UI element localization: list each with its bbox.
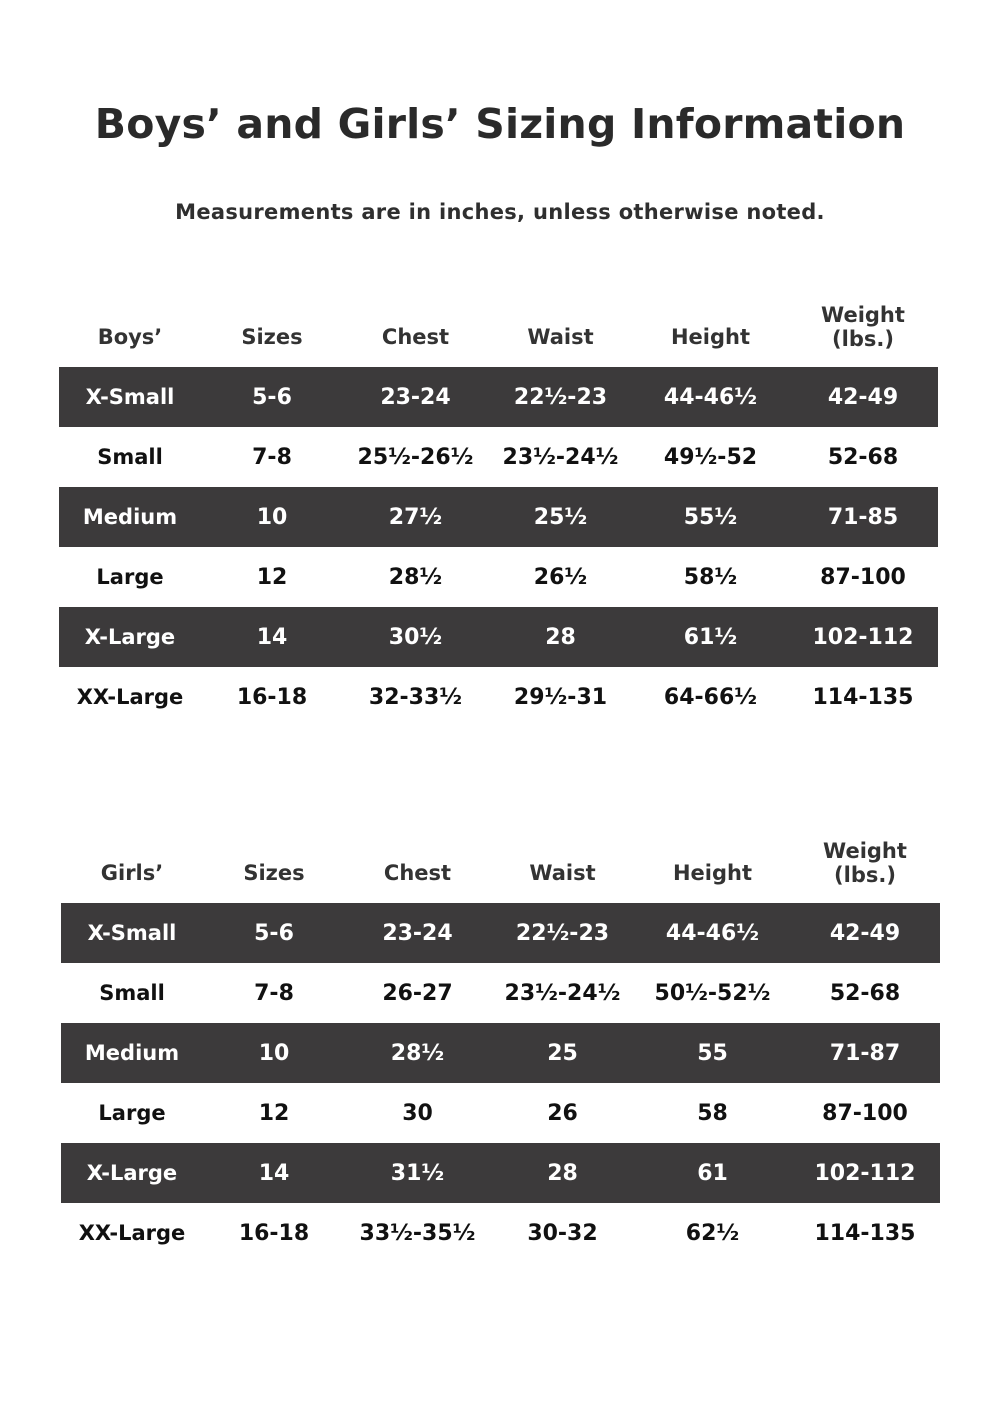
height-value: 49½-52: [663, 444, 758, 470]
table-row: [61, 1083, 940, 1143]
height-value: 58½: [683, 564, 738, 590]
weight-value: 87-100: [820, 564, 906, 590]
size-label: Large: [96, 565, 164, 589]
size-label: X-Large: [84, 625, 176, 649]
table-row: [59, 367, 938, 427]
height-value: 62½: [685, 1220, 740, 1246]
size-label: X-Small: [87, 921, 177, 945]
height-value: 58: [697, 1100, 728, 1126]
chest-value: 31½: [390, 1160, 445, 1186]
size-label: Medium: [84, 1041, 180, 1065]
size-range: 12: [256, 564, 288, 590]
header-waist: Waist: [527, 325, 594, 349]
height-value: 55½: [683, 504, 738, 530]
size-range: 10: [256, 504, 288, 530]
boys-table-header: [59, 294, 938, 367]
table-row: [61, 963, 940, 1023]
weight-value: 42-49: [829, 920, 901, 946]
chest-value: 33½-35½: [359, 1220, 476, 1246]
header-category: Girls’: [100, 861, 164, 885]
height-value: 61: [697, 1160, 728, 1186]
weight-value: 114-135: [814, 1220, 916, 1246]
chest-value: 23-24: [380, 384, 451, 410]
weight-value: 52-68: [827, 444, 899, 470]
header-sizes: Sizes: [243, 861, 305, 885]
size-range: 7-8: [254, 980, 294, 1006]
weight-value: 71-87: [829, 1040, 901, 1066]
page-title: Boys’ and Girls’ Sizing Information: [94, 100, 906, 148]
header-sizes: Sizes: [241, 325, 303, 349]
height-value: 44-46½: [665, 920, 760, 946]
chest-value: 23-24: [382, 920, 453, 946]
weight-value: 102-112: [812, 624, 914, 650]
waist-value: 28: [545, 624, 576, 650]
weight-value: 87-100: [822, 1100, 908, 1126]
size-range: 16-18: [238, 1220, 310, 1246]
waist-value: 26½: [533, 564, 588, 590]
chest-value: 28½: [388, 564, 443, 590]
weight-value: 42-49: [827, 384, 899, 410]
height-value: 61½: [683, 624, 738, 650]
page-subtitle: Measurements are in inches, unless otherwise noted.: [175, 200, 825, 224]
header-weight: Weight (lbs.): [823, 839, 907, 887]
boys-size-table: [59, 294, 938, 727]
size-label: Small: [97, 445, 163, 469]
table-row: [59, 667, 938, 727]
chest-value: 27½: [388, 504, 443, 530]
weight-value: 71-85: [827, 504, 899, 530]
waist-value: 25: [547, 1040, 578, 1066]
waist-value: 23½-24½: [504, 980, 621, 1006]
table-row: [61, 1023, 940, 1083]
chest-value: 25½-26½: [357, 444, 474, 470]
size-range: 7-8: [252, 444, 292, 470]
waist-value: 22½-23: [513, 384, 608, 410]
header-category: Boys’: [97, 325, 163, 349]
weight-value: 114-135: [812, 684, 914, 710]
table-row: [59, 607, 938, 667]
table-row: [59, 487, 938, 547]
size-label: XX-Large: [78, 1221, 186, 1245]
size-range: 5-6: [254, 920, 294, 946]
table-row: [59, 547, 938, 607]
weight-value: 102-112: [814, 1160, 916, 1186]
size-range: 14: [256, 624, 288, 650]
size-range: 12: [258, 1100, 290, 1126]
height-value: 55: [697, 1040, 728, 1066]
girls-table-header: [61, 830, 940, 903]
size-label: Small: [99, 981, 165, 1005]
size-label: X-Small: [85, 385, 175, 409]
height-value: 50½-52½: [654, 980, 771, 1006]
table-row: [59, 427, 938, 487]
header-waist: Waist: [529, 861, 596, 885]
size-label: X-Large: [86, 1161, 178, 1185]
height-value: 44-46½: [663, 384, 758, 410]
waist-value: 30-32: [527, 1220, 598, 1246]
size-range: 10: [258, 1040, 290, 1066]
waist-value: 26: [547, 1100, 578, 1126]
header-chest: Chest: [383, 861, 452, 885]
waist-value: 29½-31: [513, 684, 608, 710]
table-row: [61, 1203, 940, 1263]
size-range: 14: [258, 1160, 290, 1186]
chest-value: 32-33½: [368, 684, 463, 710]
size-label: Medium: [82, 505, 178, 529]
table-row: [61, 1143, 940, 1203]
chest-value: 28½: [390, 1040, 445, 1066]
girls-size-table: [61, 830, 940, 1263]
size-label: Large: [98, 1101, 166, 1125]
chest-value: 30½: [388, 624, 443, 650]
table-row: [61, 903, 940, 963]
waist-value: 23½-24½: [502, 444, 619, 470]
header-height: Height: [672, 861, 753, 885]
weight-value: 52-68: [829, 980, 901, 1006]
height-value: 64-66½: [663, 684, 758, 710]
header-height: Height: [670, 325, 751, 349]
chest-value: 30: [402, 1100, 433, 1126]
header-weight: Weight (lbs.): [821, 303, 905, 351]
header-chest: Chest: [381, 325, 450, 349]
size-range: 5-6: [252, 384, 292, 410]
waist-value: 25½: [533, 504, 588, 530]
size-label: XX-Large: [76, 685, 184, 709]
chest-value: 26-27: [382, 980, 453, 1006]
waist-value: 22½-23: [515, 920, 610, 946]
waist-value: 28: [547, 1160, 578, 1186]
size-range: 16-18: [236, 684, 308, 710]
